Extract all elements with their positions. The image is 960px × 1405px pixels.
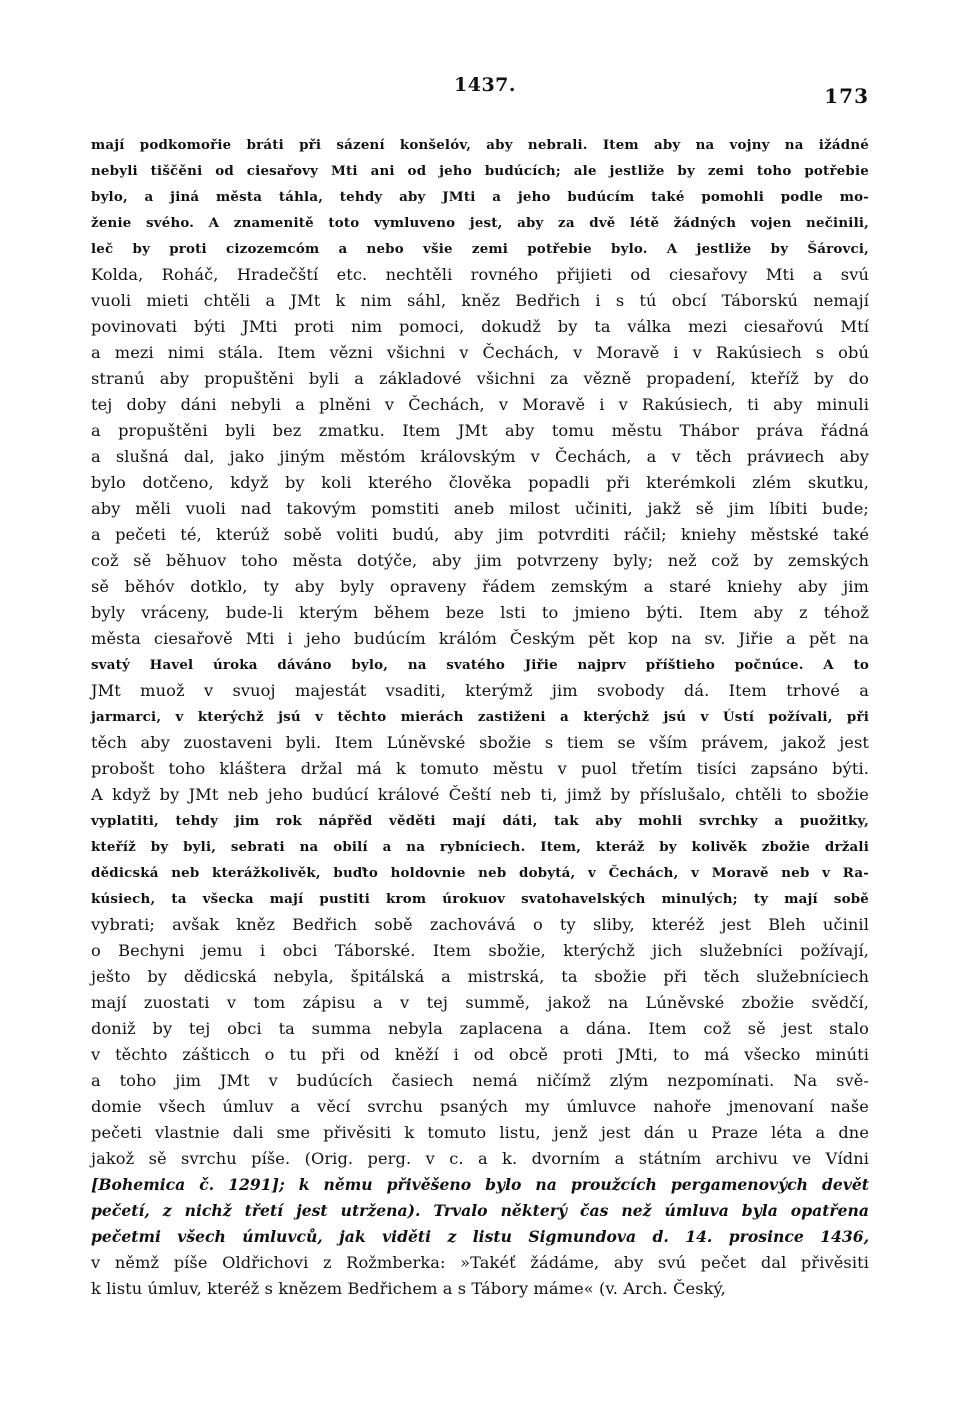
text-line: jarmarci, v kterýchž jsú v těchto mierách zastiženi a kterýchž jsú v Ústí požívali, při xyxy=(91,709,869,725)
text-line: pečeti vlastnie dali sme přivěsiti k tomuto listu, jenž jest dán u Praze léta a dne xyxy=(91,1123,869,1142)
text-line: nebyli tiščěni od ciesařovy Mti ani od jeho budúcích; ale jestliže by zemi toho potřebie xyxy=(91,163,869,179)
text-line: pečetmi všech úmluvců, jak viděti z listu Sigmundova d. 14. prosince 1436, xyxy=(91,1227,869,1246)
text-line: probošt toho kláštera držal má k tomuto městu v puol třetím tisíci zapsáno býti. xyxy=(91,759,869,778)
text-line: ješto by dědicská nebyla, špitálská a mistrská, ta sbožie při těch služebníciech xyxy=(91,967,869,986)
text-line: bylo, a jiná města táhla, tehdy aby JMti a jeho budúcím také pomohli podle mo- xyxy=(91,189,869,205)
text-line: v němž píše Oldřichovi z Rožmberka: »Takéť žádáme, aby svú pečet dal přivěsiti xyxy=(91,1253,869,1272)
text-line: bylo dotčeno, když by koli kterého člověka popadli při kterémkoli zlém skutku, xyxy=(91,473,869,492)
text-line: a toho jim JMt v budúcích časiech nemá ničímž zlým nezpomínati. Na svě- xyxy=(91,1071,869,1090)
text-line: mají zuostati v tom zápisu a v tej summě, jakož na Lúněvské zbožie svědčí, xyxy=(91,993,869,1012)
text-line: a propuštěni byli bez zmatku. Item JMt aby tomu městu Thábor práva řádná xyxy=(91,421,869,440)
text-line: sě běhóv dotklo, ty aby byly opraveny řádem zemským a staré kniehy aby jim xyxy=(91,577,869,596)
text-line: tej doby dáni nebyli a plněni v Čechách, v Moravě i v Rakúsiech, ti aby minuli xyxy=(91,395,869,414)
page-year: 1437. xyxy=(454,74,516,96)
text-line: [Bohemica č. 1291]; k němu přivěšeno bylo na proužcích pergamenových devět xyxy=(91,1175,869,1194)
body-text xyxy=(91,132,869,1302)
page-number: 173 xyxy=(824,84,869,108)
text-line: a slušná dal, jako jiným městóm královským v Čechách, a v těch právиech aby xyxy=(91,447,869,466)
text-line: těch aby zuostaveni byli. Item Lúněvské sbožie s tiem se vším právem, jakož jest xyxy=(91,733,869,752)
text-line: vyplatiti, tehdy jim rok nápřěd věděti mají dáti, tak aby mohli svrchky a puožitky, xyxy=(91,813,869,829)
text-line: leč by proti cizozemcóm a nebo všie zemi potřebie bylo. A jestliže by Šárovci, xyxy=(91,241,869,257)
text-line: JMt muož v svuoj majestát vsaditi, kterýmž jim svobody dá. Item trhové a xyxy=(91,681,869,700)
text-line: v těchto zášticch o tu při od kněží i od obcě proti JMti, to má všecko minúti xyxy=(91,1045,869,1064)
running-header xyxy=(0,74,960,108)
text-line: ženie svého. A znamenitě toto vymluveno jest, aby za dvě létě žádných vojen nečinili, xyxy=(91,215,869,231)
text-line: pečetí, z nichž třetí jest utržena). Trvalo některý čas než úmluva byla opatřena xyxy=(91,1201,869,1220)
text-line: kteříž by byli, sebrati na obilí a na rybnícieсh. Item, kteráž by kolivěk zbožie držali xyxy=(91,839,869,855)
text-line: domie všech úmluv a věcí svrchu psaných my úmluvce nahoře jmenovaní naše xyxy=(91,1097,869,1116)
text-line: a mezi nimi stála. Item vězni všichni v Čechách, v Moravě i v Rakúsiech s obú xyxy=(91,343,869,362)
text-line: jakož sě svrchu píše. (Orig. perg. v c. a k. dvorním a státním archivu ve Vídni xyxy=(91,1149,869,1168)
text-line: dědicská neb kterážkolivěk, buďto holdovnie neb dobytá, v Čechách, v Moravě neb v Ra- xyxy=(91,865,869,881)
text-line: byly vráceny, bude-li kterým během beze lsti to jmieno býti. Item aby z téhož xyxy=(91,603,869,622)
text-line: povinovati býti JMti proti nim pomoci, dokudž by ta válka mezi ciesařovú Mtí xyxy=(91,317,869,336)
text-line: vybrati; avšak kněz Bedřich sobě zachovává o ty sliby, kteréž jest Bleh učinil xyxy=(91,915,869,934)
text-line: aby měli vuoli nad takovým pomstiti aneb milost učiniti, jakž sě jim líbiti bude; xyxy=(91,499,869,518)
text-line: mají podkomořie bráti při sázení konšelóv, aby nebrali. Item aby na vojny na ižádné xyxy=(91,137,869,153)
text-line: vuoli mieti chtěli a JMt k nim sáhl, kněz Bedřich i s tú obcí Táborskú nemají xyxy=(91,291,869,310)
text-line: města ciesařově Mti i jeho budúcím králóm Českým pět kop na sv. Jiřie a pět na xyxy=(91,629,869,648)
text-line: A když by JMt neb jeho budúcí králové Čeští neb ti, jimž by příslušalo, chtěli to sbožie xyxy=(91,785,869,804)
text-line: což sě běhuov toho města dotýče, aby jim potvrzeny byly; než což by zemských xyxy=(91,551,869,570)
text-line: doniž by tej obci ta summa nebyla zaplacena a dána. Item což sě jest stalo xyxy=(91,1019,869,1038)
text-line: o Bechyni jemu i obci Táborské. Item sbožie, kterýchž jich služebníci požívají, xyxy=(91,941,869,960)
text-line: kúsiech, ta všecka mají pustiti krom úrokuov svatohavelských minulých; ty mají sobě xyxy=(91,891,869,907)
text-line: Kolda, Roháč, Hradečští etc. nechtěli rovného přijieti od ciesařovy Mti a svú xyxy=(91,265,869,284)
text-line: a pečeti té, kterúž sobě voliti budú, aby jim potvrditi ráčil; kniehy městské také xyxy=(91,525,869,544)
text-line: k listu úmluv, kteréž s knězem Bedřichem a s Tábory máme« (v. Arch. Český, xyxy=(91,1279,726,1298)
text-line: stranú aby propuštěni byli a základové všichni za vězně propadení, kteříž by do xyxy=(91,369,869,388)
text-line: svatý Havel úroka dáváno bylo, na svatého Jiřie najprv příštieho počnúce. A to xyxy=(91,657,869,673)
